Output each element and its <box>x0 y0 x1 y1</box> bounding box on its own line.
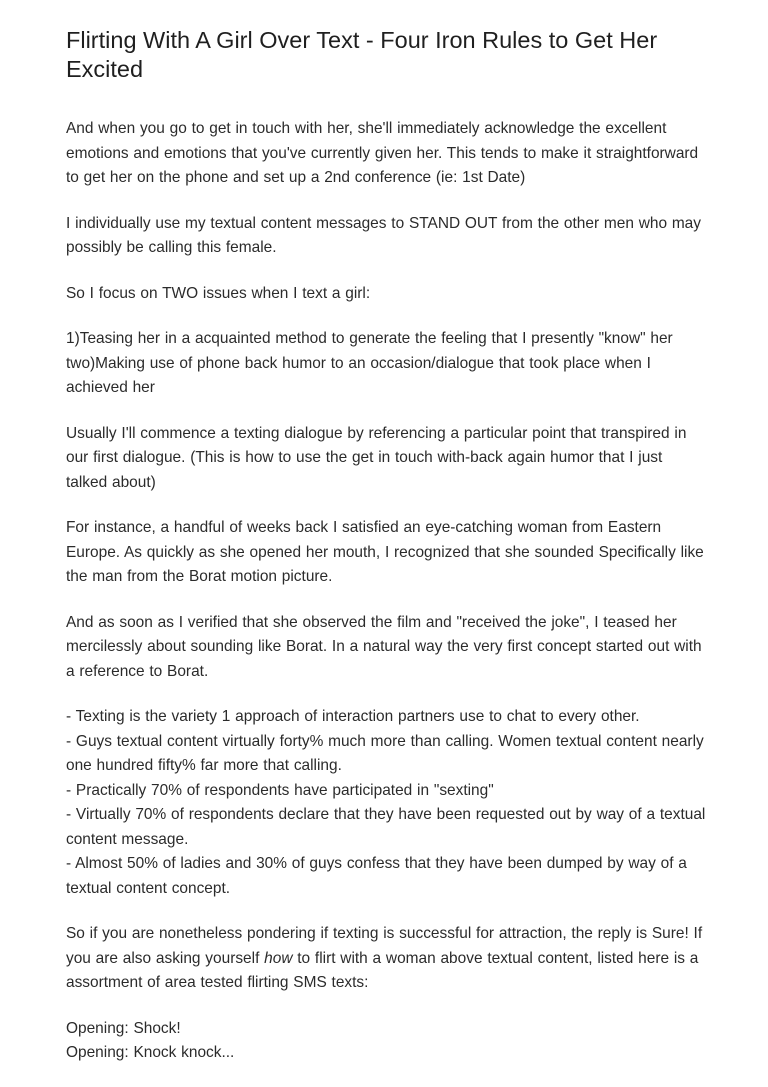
text-run: to flirt with a woman above textual content, listed here is a assortment of area tested flirting SMS texts: <box>66 949 699 992</box>
paragraph-texting-dialogue <box>66 422 706 496</box>
paragraph-borat-story <box>66 516 706 590</box>
paragraph-stand-out <box>66 212 706 261</box>
document-body <box>66 117 706 1066</box>
text-run: Usually I'll commence a texting dialogue by referencing a particular point that transpired in our first dialogue. (This is how to use the get in touch with-back again humor that I just talked about) <box>66 424 687 491</box>
text-run: - Practically 70% of respondents have participated in "sexting" <box>66 781 494 799</box>
paragraph-two-issues <box>66 282 706 307</box>
paragraph-numbered-points <box>66 327 706 401</box>
paragraph-conclusion <box>66 922 706 996</box>
paragraph-callback-intro <box>66 117 706 191</box>
document-content <box>66 26 706 1066</box>
text-run: I individually use my textual content messages to STAND OUT from the other men who may possibly be calling this female. <box>66 214 701 257</box>
emphasized-text: how <box>264 949 293 967</box>
text-run: two)Making use of phone back humor to an occasion/dialogue that took place when I achieved her <box>66 354 651 397</box>
text-run: - Texting is the variety 1 approach of interaction partners use to chat to every other. <box>66 708 640 726</box>
text-run: - Almost 50% of ladies and 30% of guys confess that they have been dumped by way of a textual content concept. <box>66 855 687 897</box>
paragraph-borat-tease <box>66 611 706 685</box>
text-run: - Guys textual content virtually forty% much more than calling. Women textual content nearly one hundred fifty% far more that calling. <box>66 732 704 775</box>
openers-list <box>66 1017 706 1066</box>
page-title: Flirting With A Girl Over Text - Four Iron Rules to Get Her Excited <box>66 27 658 83</box>
text-run: So I focus on TWO issues when I text a girl: <box>66 284 371 302</box>
text-run: For instance, a handful of weeks back I satisfied an eye-catching woman from Eastern Europe. As quickly as she opened her mouth, I recognized that she sounded Specifically like the man from the Borat motion picture. <box>66 519 704 586</box>
stats-list <box>66 705 706 901</box>
text-run: Opening: Shock! <box>66 1019 181 1037</box>
text-run: 1)Teasing her in a acquainted method to generate the feeling that I presently "know" her <box>66 330 673 348</box>
text-run: Opening: Knock knock... <box>66 1044 235 1062</box>
text-run: So if you are nonetheless pondering if texting is successful for attraction, the reply is Sure! If you are also asking yourself <box>66 925 703 967</box>
text-run: And as soon as I verified that she observed the film and "received the joke", I teased her mercilessly about sounding like Borat. In a natural way the very first concept started out with a reference to Borat. <box>66 613 702 680</box>
text-run: - Virtually 70% of respondents declare that they have been requested out by way of a textual content message. <box>66 806 706 848</box>
text-run: And when you go to get in touch with her, she'll immediately acknowledge the excellent emotions and emotions that you've currently given her. This tends to make it straightforward to get her on the phone and set up a 2nd conference (ie: 1st Date) <box>66 120 699 187</box>
